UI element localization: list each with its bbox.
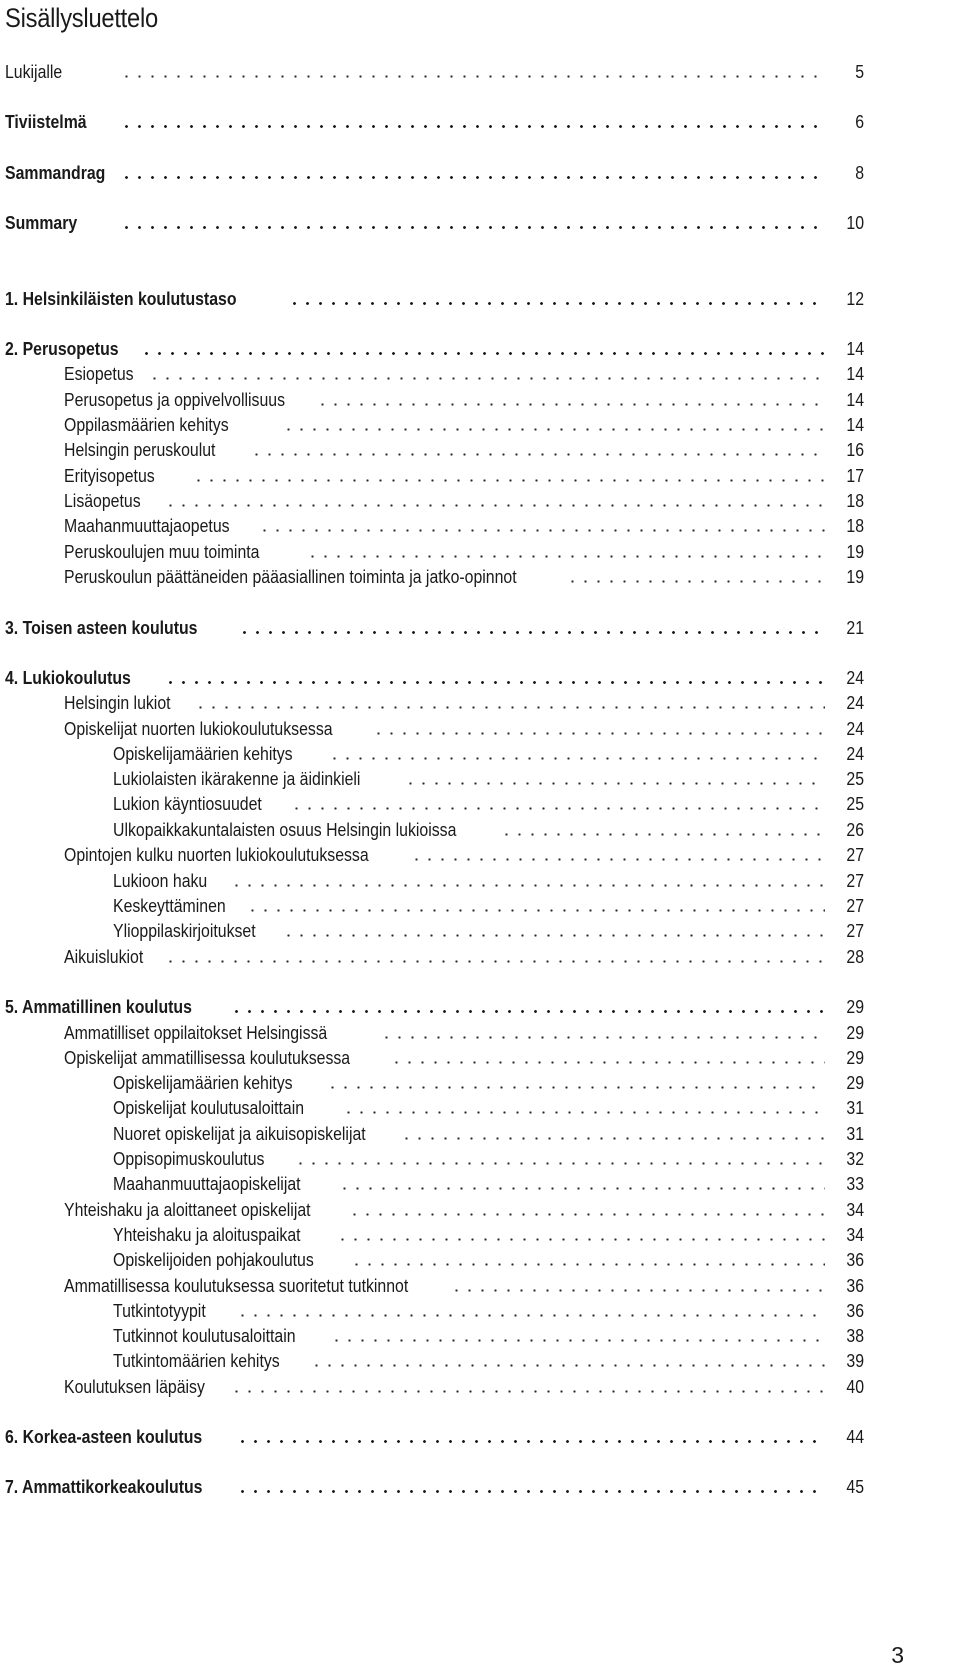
toc-entry-title: Sammandrag: [5, 163, 106, 183]
toc-entry-title: Opintojen kulku nuorten lukiokoulutuksessa: [64, 845, 369, 865]
toc-entry-page-number: 8: [855, 163, 864, 183]
toc-entry-title: Oppisopimuskoulutus: [113, 1149, 265, 1169]
toc-entry-page-number: 19: [846, 567, 864, 587]
dot-leader: [258, 529, 825, 532]
page-title: Sisällysluettelo: [5, 3, 158, 33]
toc-entry-title: Tutkintotyypit: [113, 1301, 206, 1321]
toc-entry: [0, 817, 960, 843]
toc-entry: [0, 1121, 960, 1147]
toc-entry-page-number: 44: [846, 1427, 864, 1447]
toc-entry: [0, 690, 960, 716]
toc-entry-page-number: 26: [846, 820, 864, 840]
toc-entry: [0, 109, 960, 135]
toc-entry-page-number: 18: [846, 491, 864, 511]
toc-entry-page-number: 16: [846, 440, 864, 460]
toc-entry-title: Maahanmuuttajaopetus: [64, 516, 230, 536]
toc-entry-page-number: 27: [846, 896, 864, 916]
toc-entry: [0, 1247, 960, 1273]
toc-entry: [0, 286, 960, 312]
toc-entry: [0, 1273, 960, 1299]
toc-entry-page-number: 10: [846, 213, 864, 233]
toc-entry-page-number: 18: [846, 516, 864, 536]
toc-entry-page-number: 24: [846, 719, 864, 739]
toc-entry-page-number: 34: [846, 1200, 864, 1220]
toc-entry-title: 2. Perusopetus: [5, 339, 119, 359]
toc-entry-page-number: 14: [846, 390, 864, 410]
toc-entry-title: Opiskelijat koulutusaloittain: [113, 1098, 305, 1118]
toc-entry-page-number: 32: [846, 1149, 864, 1169]
toc-entry-page-number: 24: [846, 693, 864, 713]
toc-entry-title: Maahanmuuttajaopiskelijat: [113, 1174, 301, 1194]
dot-leader: [230, 1390, 825, 1393]
dot-leader: [282, 934, 825, 937]
dot-leader: [450, 1289, 825, 1292]
dot-leader: [230, 1010, 825, 1013]
toc-entry: [0, 918, 960, 944]
toc-entry: [0, 210, 960, 236]
toc-entry-title: Lukioon haku: [113, 871, 208, 891]
toc-entry-page-number: 40: [846, 1377, 864, 1397]
toc-entry: [0, 564, 960, 590]
toc-entry-title: Lisäopetus: [64, 491, 141, 511]
dot-leader: [316, 403, 825, 406]
dot-leader: [372, 732, 825, 735]
toc-entry-title: Lukijalle: [5, 62, 63, 82]
toc-entry: [0, 387, 960, 413]
toc-entry-title: Helsingin lukiot: [64, 693, 171, 713]
toc-entry-title: Opiskelijoiden pohjakoulutus: [113, 1250, 314, 1270]
toc-entry-page-number: 6: [855, 112, 864, 132]
dot-leader: [250, 453, 825, 456]
toc-entry-title: 3. Toisen asteen koulutus: [5, 618, 198, 638]
toc-entry-page-number: 29: [846, 997, 864, 1017]
toc-entry-title: Ulkopaikkakuntalaisten osuus Helsingin lukioissa: [113, 820, 457, 840]
toc-entry-page-number: 12: [846, 289, 864, 309]
dot-leader: [282, 428, 825, 431]
dot-leader: [194, 706, 825, 709]
toc-entry: [0, 766, 960, 792]
dot-leader: [348, 1213, 825, 1216]
toc-entry-page-number: 21: [846, 618, 864, 638]
dot-leader: [338, 1187, 825, 1190]
dot-leader: [164, 960, 825, 963]
toc-entry: [0, 539, 960, 565]
toc-entry-title: Yhteishaku ja aloittaneet opiskelijat: [64, 1200, 311, 1220]
dot-leader: [236, 1314, 825, 1317]
toc-entry: [0, 1474, 960, 1500]
toc-entry: [0, 59, 960, 85]
toc-entry-title: Peruskoulun päättäneiden pääasiallinen toiminta ja jatko-opinnot: [64, 567, 517, 587]
toc-entry-page-number: 34: [846, 1225, 864, 1245]
toc-entry: [0, 868, 960, 894]
toc-entry-title: 5. Ammatillinen koulutus: [5, 997, 192, 1017]
dot-leader: [330, 1339, 825, 1342]
toc-entry: [0, 412, 960, 438]
toc-entry: [0, 1424, 960, 1450]
dot-leader: [120, 75, 825, 78]
toc-entry-title: 6. Korkea-asteen koulutus: [5, 1427, 203, 1447]
toc-entry-page-number: 39: [846, 1351, 864, 1371]
toc-entry-title: Opiskelijat nuorten lukiokoulutuksessa: [64, 719, 333, 739]
dot-leader: [236, 1440, 825, 1443]
toc-entry-title: Tutkintomäärien kehitys: [113, 1351, 280, 1371]
toc-entry: [0, 437, 960, 463]
toc-entry-title: Aikuislukiot: [64, 947, 144, 967]
dot-leader: [140, 352, 825, 355]
dot-leader: [238, 631, 825, 634]
dot-leader: [380, 1036, 825, 1039]
toc-entry-page-number: 36: [846, 1276, 864, 1296]
toc-entry-page-number: 29: [846, 1073, 864, 1093]
toc-entry-title: Summary: [5, 213, 78, 233]
toc-entry: [0, 463, 960, 489]
toc-entry-page-number: 24: [846, 744, 864, 764]
toc-entry-page-number: 38: [846, 1326, 864, 1346]
toc-entry-title: Koulutuksen läpäisy: [64, 1377, 205, 1397]
toc-entry: [0, 893, 960, 919]
toc-entry-title: Peruskoulujen muu toiminta: [64, 542, 260, 562]
toc-entry: [0, 1095, 960, 1121]
toc-entry-page-number: 19: [846, 542, 864, 562]
toc-entry: [0, 336, 960, 362]
toc-entry-title: Lukion käyntiosuudet: [113, 794, 262, 814]
toc-entry-title: 7. Ammattikorkeakoulutus: [5, 1477, 203, 1497]
toc-entry: [0, 665, 960, 691]
toc-entry: [0, 1323, 960, 1349]
toc-entry-title: Tutkinnot koulutusaloittain: [113, 1326, 296, 1346]
toc-entry-page-number: 36: [846, 1301, 864, 1321]
toc-entry-title: Keskeyttäminen: [113, 896, 226, 916]
dot-leader: [120, 125, 825, 128]
toc-entry-title: Yhteishaku ja aloituspaikat: [113, 1225, 301, 1245]
toc-entry-title: Helsingin peruskoulut: [64, 440, 216, 460]
dot-leader: [326, 1086, 825, 1089]
toc-entry-page-number: 17: [846, 466, 864, 486]
dot-leader: [404, 782, 825, 785]
toc-entry-title: Opiskelijat ammatillisessa koulutuksessa: [64, 1048, 351, 1068]
toc-entry-page-number: 29: [846, 1048, 864, 1068]
toc-entry: [0, 1171, 960, 1197]
dot-leader: [164, 681, 825, 684]
toc-entry-title: 4. Lukiokoulutus: [5, 668, 131, 688]
dot-leader: [164, 504, 825, 507]
toc-entry-page-number: 31: [846, 1098, 864, 1118]
dot-leader: [290, 807, 825, 810]
toc-entry: [0, 1222, 960, 1248]
dot-leader: [310, 1364, 825, 1367]
toc-entry: [0, 842, 960, 868]
toc-entry: [0, 944, 960, 970]
toc-entry-page-number: 25: [846, 769, 864, 789]
toc-entry-page-number: 5: [855, 62, 864, 82]
toc-entry-title: Nuoret opiskelijat ja aikuisopiskelijat: [113, 1124, 366, 1144]
toc-entry-title: Ammatilliset oppilaitokset Helsingissä: [64, 1023, 328, 1043]
toc-entry-title: Perusopetus ja oppivelvollisuus: [64, 390, 286, 410]
toc-entry-page-number: 31: [846, 1124, 864, 1144]
toc-entry: [0, 1020, 960, 1046]
toc-entry-title: Oppilasmäärien kehitys: [64, 415, 229, 435]
toc-entry-page-number: 27: [846, 845, 864, 865]
dot-leader: [120, 176, 825, 179]
toc-entry: [0, 1374, 960, 1400]
toc-entry: [0, 716, 960, 742]
toc-entry: [0, 1197, 960, 1223]
toc-entry-title: Lukiolaisten ikärakenne ja äidinkieli: [113, 769, 361, 789]
toc-entry: [0, 1298, 960, 1324]
toc-entry: [0, 1045, 960, 1071]
dot-leader: [288, 302, 825, 305]
toc-entry-page-number: 24: [846, 668, 864, 688]
toc-entry-page-number: 45: [846, 1477, 864, 1497]
toc-entry-page-number: 14: [846, 364, 864, 384]
dot-leader: [148, 377, 825, 380]
dot-leader: [246, 909, 825, 912]
dot-leader: [350, 1263, 825, 1266]
toc-entry-title: 1. Helsinkiläisten koulutustaso: [5, 289, 237, 309]
dot-leader: [120, 226, 825, 229]
toc-entry-title: Opiskelijamäärien kehitys: [113, 1073, 293, 1093]
dot-leader: [306, 555, 825, 558]
toc-entry: [0, 361, 960, 387]
toc-entry-page-number: 25: [846, 794, 864, 814]
dot-leader: [294, 1162, 825, 1165]
toc-entry: [0, 615, 960, 641]
toc-entry-title: Tiviistelmä: [5, 112, 87, 132]
toc-entry: [0, 1146, 960, 1172]
toc-entry-page-number: 14: [846, 415, 864, 435]
toc-entry: [0, 994, 960, 1020]
dot-leader: [336, 1238, 825, 1241]
toc-entry: [0, 1348, 960, 1374]
toc-entry-page-number: 27: [846, 921, 864, 941]
dot-leader: [230, 884, 825, 887]
dot-leader: [400, 1137, 825, 1140]
page-number: 3: [891, 1642, 904, 1668]
toc-entry-title: Erityisopetus: [64, 466, 155, 486]
toc-entry-title: Esiopetus: [64, 364, 134, 384]
dot-leader: [500, 833, 825, 836]
toc-entry-page-number: 28: [846, 947, 864, 967]
toc-entry-title: Opiskelijamäärien kehitys: [113, 744, 293, 764]
dot-leader: [390, 1061, 825, 1064]
toc-entry: [0, 160, 960, 186]
dot-leader: [328, 757, 825, 760]
toc-entry: [0, 741, 960, 767]
toc-entry-page-number: 27: [846, 871, 864, 891]
dot-leader: [192, 479, 825, 482]
toc-entry: [0, 791, 960, 817]
toc-entry-page-number: 29: [846, 1023, 864, 1043]
dot-leader: [566, 580, 825, 583]
toc-entry-title: Ammatillisessa koulutuksessa suoritetut tutkinnot: [64, 1276, 409, 1296]
toc-entry: [0, 513, 960, 539]
toc-entry-page-number: 33: [846, 1174, 864, 1194]
toc-entry: [0, 1070, 960, 1096]
toc-entry-title: Ylioppilaskirjoitukset: [113, 921, 256, 941]
toc-entry-page-number: 14: [846, 339, 864, 359]
toc-entry: [0, 488, 960, 514]
toc-entry-page-number: 36: [846, 1250, 864, 1270]
dot-leader: [342, 1111, 825, 1114]
dot-leader: [236, 1490, 825, 1493]
dot-leader: [410, 858, 825, 861]
